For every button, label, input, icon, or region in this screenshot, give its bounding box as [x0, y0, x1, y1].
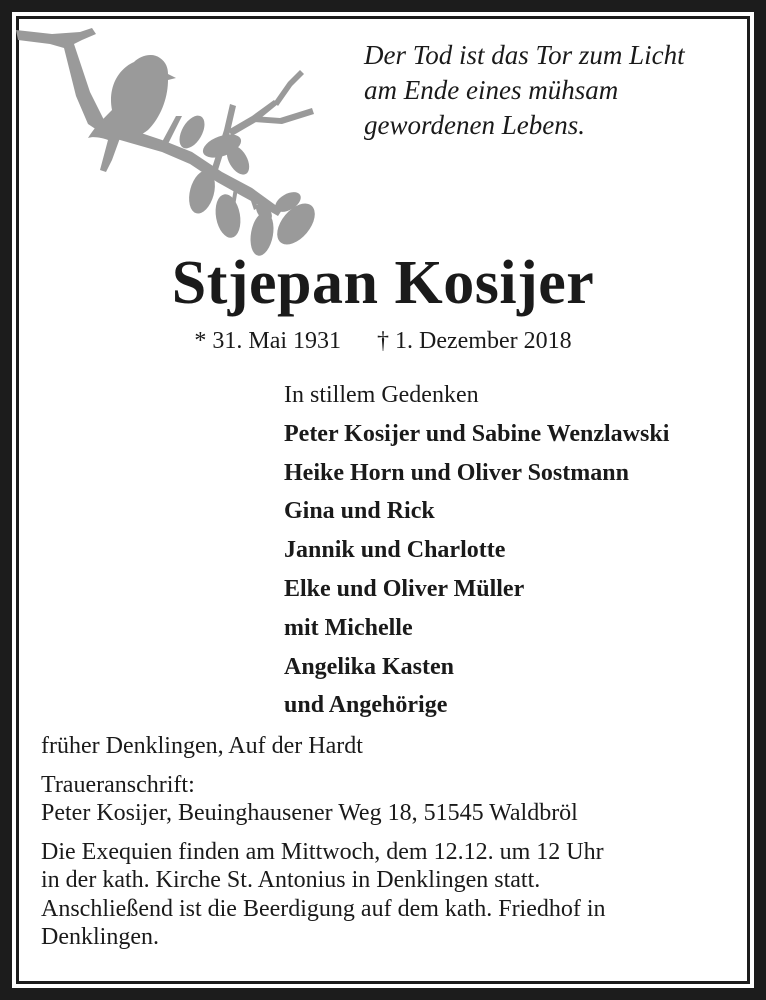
bird-on-branch-icon — [12, 12, 342, 272]
obituary-card — [12, 12, 754, 988]
quote-line: am Ende eines mühsam — [364, 75, 619, 105]
service-line: Denklingen. — [41, 924, 159, 950]
mourning-address: Peter Kosijer, Beuinghausener Weg 18, 51545 Waldbröl — [41, 800, 578, 826]
funeral-info — [41, 732, 741, 952]
mourner-name: Elke und Oliver Müller — [284, 575, 525, 602]
service-line: in der kath. Kirche St. Antonius in Denklingen statt. — [41, 867, 541, 893]
former-address: früher Denklingen, Auf der Hardt — [41, 733, 363, 759]
mourner-name: Heike Horn und Oliver Sostmann — [284, 459, 629, 486]
quote — [364, 38, 685, 143]
mourner-name: Jannik und Charlotte — [284, 537, 506, 564]
mourners-intro: In stillem Gedenken — [284, 382, 479, 408]
deceased-name: Stjepan Kosijer — [171, 249, 595, 317]
address-label: Traueranschrift: — [41, 771, 195, 798]
quote-line: gewordenen Lebens. — [364, 110, 585, 140]
mourner-name: Peter Kosijer und Sabine Wenzlawski — [284, 420, 670, 447]
mourner-name: und Angehörige — [284, 692, 448, 719]
service-line: Anschließend ist die Beerdigung auf dem kath. Friedhof in — [41, 895, 606, 922]
mourners-list — [284, 376, 669, 725]
service-line: Die Exequien finden am Mittwoch, dem 12.12. um 12 Uhr — [41, 838, 604, 865]
life-dates: * 31. Mai 1931 † 1. Dezember 2018 — [194, 328, 572, 354]
quote-line: Der Tod ist das Tor zum Licht — [364, 40, 685, 70]
mourner-name: mit Michelle — [284, 614, 413, 641]
mourner-name: Angelika Kasten — [284, 653, 455, 680]
mourner-name: Gina und Rick — [284, 498, 435, 525]
